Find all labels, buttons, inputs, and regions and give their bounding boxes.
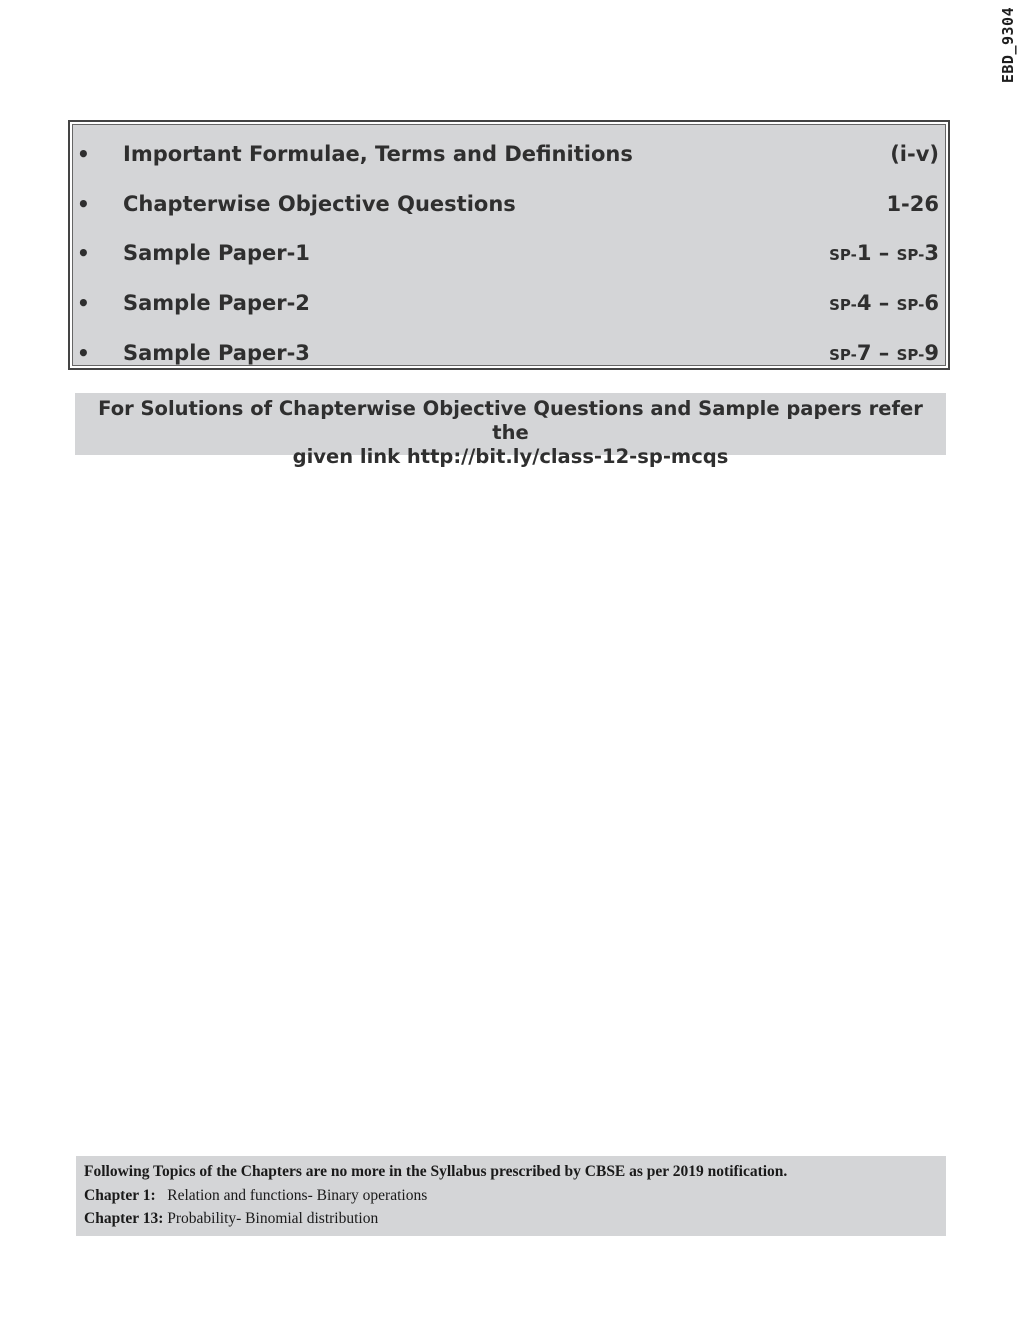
contents-item-page <box>890 142 939 166</box>
syllabus-note <box>76 1156 946 1236</box>
contents-box <box>68 120 950 370</box>
contents-item[interactable] <box>73 129 945 179</box>
syllabus-note-heading: Following Topics of the Chapters are no more in the Syllabus prescribed by CBSE as per 2019 notification. <box>84 1163 788 1180</box>
chapter-line <box>84 1207 938 1231</box>
page-separator: – <box>871 341 897 366</box>
contents-item-page <box>829 291 939 315</box>
contents-item[interactable] <box>73 179 945 229</box>
bullet: • <box>77 241 90 266</box>
contents-item-page <box>829 241 939 265</box>
page-separator: – <box>871 241 897 266</box>
contents-item[interactable] <box>73 229 945 279</box>
contents-item[interactable] <box>73 328 945 378</box>
contents-item-title: Sample Paper-3 <box>123 341 310 366</box>
contents-item-page <box>886 192 939 216</box>
contents-item-page <box>829 341 939 365</box>
solutions-note <box>75 393 946 468</box>
page-prefix: SP- <box>896 346 925 365</box>
page-prefix: SP- <box>896 246 925 265</box>
chapter-label: Chapter 13: <box>84 1210 164 1227</box>
contents-item-title: Sample Paper-2 <box>123 291 310 316</box>
page-separator: – <box>871 291 897 316</box>
page-prefix: SP- <box>829 296 857 315</box>
contents-list <box>72 124 946 366</box>
contents-item-title: Chapterwise Objective Questions <box>123 191 516 216</box>
chapter-label: Chapter 1: <box>84 1186 156 1204</box>
page-code <box>996 0 1020 90</box>
bullet: • <box>77 341 90 366</box>
contents-item[interactable] <box>73 278 945 328</box>
solutions-note-link-line[interactable]: given link http://bit.ly/class-12-sp-mcqs <box>292 445 729 468</box>
contents-item-title: Sample Paper-1 <box>123 241 310 266</box>
contents-item-title: Important Formulae, Terms and Definitions <box>123 141 633 166</box>
solutions-note-line: For Solutions of Chapterwise Objective Questions and Sample papers refer the <box>98 397 923 444</box>
page-range: (i-v) <box>890 141 939 166</box>
chapter-topic: Probability- Binomial distribution <box>167 1210 379 1227</box>
page-prefix: SP- <box>829 346 857 365</box>
page-start: 4 <box>856 291 872 316</box>
bullet: • <box>77 291 90 316</box>
page-start: 1 <box>856 241 872 266</box>
page-end: 6 <box>924 291 939 316</box>
page-end: 9 <box>924 341 939 366</box>
page-prefix: SP- <box>896 296 925 315</box>
page-start: 7 <box>856 341 872 366</box>
page-code-text: EBD_9304 <box>999 6 1017 84</box>
chapter-topic: Relation and functions- Binary operations <box>167 1186 428 1204</box>
page-prefix: SP- <box>829 246 857 265</box>
bullet: • <box>77 191 90 216</box>
chapter-line <box>84 1184 938 1208</box>
page-range: 1-26 <box>886 191 939 216</box>
page-end: 3 <box>924 241 939 266</box>
bullet: • <box>77 141 90 166</box>
